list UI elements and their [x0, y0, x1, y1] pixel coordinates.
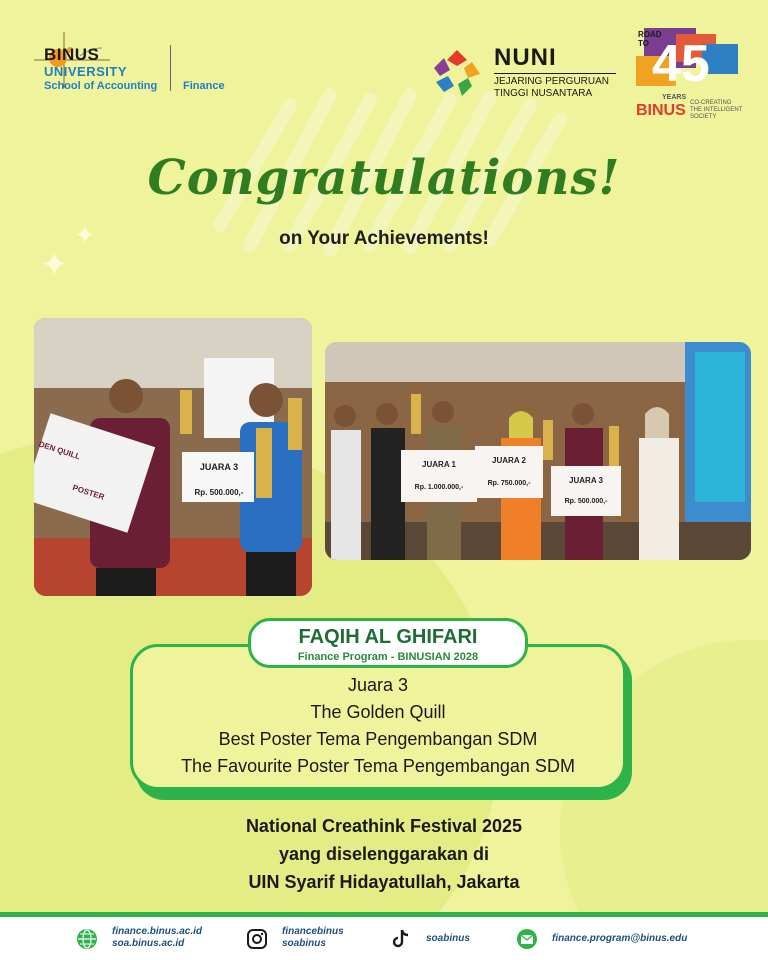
- sparkle-icon: ✦: [40, 246, 69, 284]
- binus-school-text: School of Accounting: [44, 80, 158, 92]
- right-sign-3-prize: Rp. 500.000,-: [564, 498, 608, 505]
- binus-program-text: Finance: [183, 80, 225, 92]
- award-photo-right-image: [325, 342, 751, 560]
- nuni-logo: [426, 42, 616, 112]
- event-name: National Creathink Festival 2025: [245, 816, 523, 836]
- footer-instagram: [282, 926, 344, 950]
- award-item: The Favourite Poster Tema Pengembangan SDM: [181, 756, 575, 776]
- award-item: Juara 3: [347, 675, 409, 695]
- website-link[interactable]: finance.binus.ac.id: [112, 926, 203, 937]
- left-sign-prize: Rp. 500.000,-: [194, 488, 244, 497]
- nuni-title: NUNI: [494, 44, 557, 71]
- footer: [0, 917, 768, 960]
- left-sash-text: POSTER: [71, 483, 106, 502]
- right-sign-3-title: JUARA 3: [569, 476, 603, 485]
- event-organizer-label: yang diselenggarakan di: [278, 844, 490, 864]
- tiktok-handle[interactable]: soabinus: [426, 933, 470, 944]
- nuni-underline: [494, 73, 616, 74]
- to-text: TO: [638, 39, 649, 48]
- road-text: ROAD: [638, 30, 662, 39]
- award-item: The Golden Quill: [310, 702, 446, 722]
- tiktok-icon: [390, 928, 412, 950]
- tagline-line: THE INTELLIGENT: [690, 107, 743, 113]
- sparkle-icon: ✦: [74, 220, 96, 250]
- tagline-line: SOCIETY: [690, 114, 717, 120]
- road-to-45-logo: [636, 28, 748, 128]
- instagram-handle[interactable]: soabinus: [282, 938, 326, 949]
- road45-years: YEARS: [662, 94, 687, 101]
- right-sign-2-title: JUARA 2: [492, 456, 526, 465]
- award-photo-right: [325, 342, 751, 560]
- nuni-subtitle-line: TINGGI NUSANTARA: [494, 88, 593, 99]
- binus-brand-text: BINUS: [44, 45, 100, 64]
- instagram-handle[interactable]: financebinus: [282, 926, 344, 937]
- email-icon: [516, 928, 538, 950]
- binus-university-text: UNIVERSITY: [44, 64, 128, 79]
- website-link[interactable]: soa.binus.ac.id: [112, 938, 185, 949]
- globe-icon: [76, 928, 98, 950]
- right-sign-1-prize: Rp. 1.000.000,-: [414, 484, 464, 491]
- recipient-name-box: [248, 618, 528, 668]
- road45-brand: BINUS: [636, 102, 686, 119]
- recipient-program: Finance Program - BINUSIAN 2028: [297, 651, 479, 663]
- footer-websites: [112, 926, 202, 950]
- nuni-logo-mark-icon: [426, 42, 488, 104]
- email-address[interactable]: finance.program@binus.edu: [552, 933, 688, 944]
- logo-divider: [170, 45, 171, 91]
- recipient-name: FAQIH AL GHIFARI: [298, 626, 478, 648]
- right-sign-2-prize: Rp. 750.000,-: [487, 480, 531, 487]
- right-sign-1-title: JUARA 1: [422, 460, 456, 469]
- event-venue: UIN Syarif Hidayatullah, Jakarta: [248, 872, 520, 892]
- road45-number: 45: [652, 35, 710, 93]
- award-photo-left: [34, 318, 312, 596]
- headline-title: Congratulations!: [147, 150, 621, 206]
- headline-subtitle: on Your Achievements!: [279, 228, 489, 249]
- nuni-subtitle-line: JEJARING PERGURUAN: [494, 76, 610, 87]
- left-sash-text: DEN QUILL: [37, 439, 82, 462]
- left-sign-title: JUARA 3: [199, 462, 239, 472]
- road45-tagline: [690, 100, 742, 121]
- instagram-icon: [246, 928, 268, 950]
- award-item: Best Poster Tema Pengembangan SDM: [218, 729, 538, 749]
- tagline-line: CO-CREATING: [690, 100, 732, 106]
- nuni-subtitle: [494, 76, 624, 100]
